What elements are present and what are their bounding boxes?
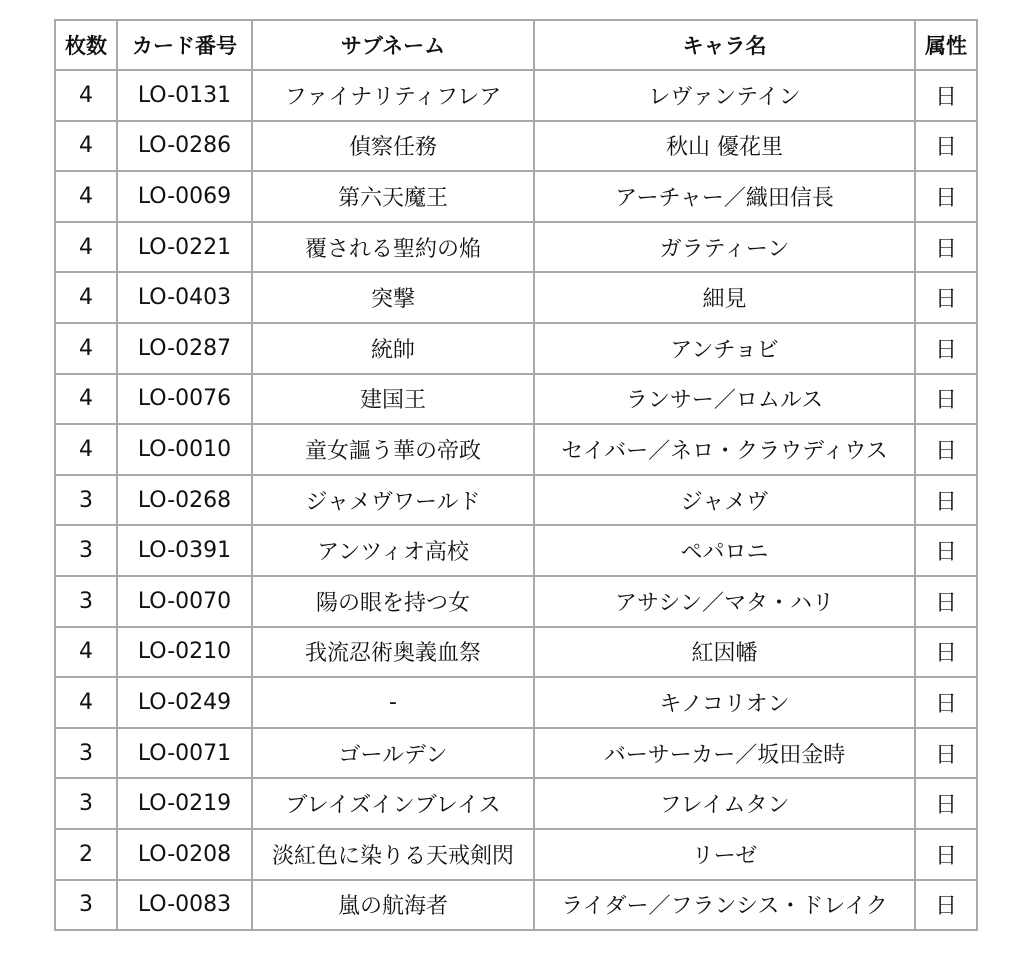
- card-list-table: [54, 19, 978, 931]
- character-name-cell: ガラティーン: [534, 222, 915, 273]
- subname-cell: 我流忍術奥義血祭: [252, 627, 534, 678]
- table-row: [55, 70, 977, 121]
- table-row: [55, 374, 977, 425]
- table-row: [55, 171, 977, 222]
- count-cell: 3: [55, 525, 117, 576]
- subname-cell: ジャメヴワールド: [252, 475, 534, 526]
- attribute-cell: 日: [915, 222, 977, 273]
- count-cell: 4: [55, 627, 117, 678]
- count-cell: 4: [55, 424, 117, 475]
- count-cell: 4: [55, 677, 117, 728]
- card-number-cell: LO-0070: [117, 576, 252, 627]
- table-row: [55, 728, 977, 779]
- count-cell: 3: [55, 475, 117, 526]
- count-cell: 2: [55, 829, 117, 880]
- table-row: [55, 778, 977, 829]
- count-cell: 3: [55, 576, 117, 627]
- character-name-cell: 秋山 優花里: [534, 121, 915, 172]
- character-name-cell: アンチョビ: [534, 323, 915, 374]
- attribute-cell: 日: [915, 525, 977, 576]
- table-row: [55, 677, 977, 728]
- table-row: [55, 272, 977, 323]
- table-row: [55, 222, 977, 273]
- table-row: [55, 475, 977, 526]
- attribute-cell: 日: [915, 576, 977, 627]
- count-cell: 4: [55, 171, 117, 222]
- character-name-cell: ランサー／ロムルス: [534, 374, 915, 425]
- header-card-number: カード番号: [117, 20, 252, 70]
- character-name-cell: リーゼ: [534, 829, 915, 880]
- attribute-cell: 日: [915, 778, 977, 829]
- character-name-cell: 細見: [534, 272, 915, 323]
- attribute-cell: 日: [915, 880, 977, 931]
- subname-cell: 建国王: [252, 374, 534, 425]
- subname-cell: ブレイズインブレイス: [252, 778, 534, 829]
- table-row: [55, 424, 977, 475]
- character-name-cell: 紅因幡: [534, 627, 915, 678]
- attribute-cell: 日: [915, 475, 977, 526]
- attribute-cell: 日: [915, 829, 977, 880]
- header-row: [55, 20, 977, 70]
- count-cell: 4: [55, 70, 117, 121]
- subname-cell: アンツィオ高校: [252, 525, 534, 576]
- character-name-cell: ペパロニ: [534, 525, 915, 576]
- character-name-cell: ジャメヴ: [534, 475, 915, 526]
- card-number-cell: LO-0071: [117, 728, 252, 779]
- subname-cell: 陽の眼を持つ女: [252, 576, 534, 627]
- header-subname: サブネーム: [252, 20, 534, 70]
- table-row: [55, 880, 977, 931]
- character-name-cell: フレイムタン: [534, 778, 915, 829]
- character-name-cell: アーチャー／織田信長: [534, 171, 915, 222]
- character-name-cell: レヴァンテイン: [534, 70, 915, 121]
- attribute-cell: 日: [915, 171, 977, 222]
- character-name-cell: アサシン／マタ・ハリ: [534, 576, 915, 627]
- count-cell: 3: [55, 728, 117, 779]
- subname-cell: 嵐の航海者: [252, 880, 534, 931]
- attribute-cell: 日: [915, 728, 977, 779]
- card-number-cell: LO-0208: [117, 829, 252, 880]
- subname-cell: 突撃: [252, 272, 534, 323]
- card-number-cell: LO-0391: [117, 525, 252, 576]
- attribute-cell: 日: [915, 70, 977, 121]
- card-number-cell: LO-0083: [117, 880, 252, 931]
- table-row: [55, 627, 977, 678]
- attribute-cell: 日: [915, 424, 977, 475]
- header-attribute: 属性: [915, 20, 977, 70]
- subname-cell: 第六天魔王: [252, 171, 534, 222]
- character-name-cell: ライダー／フランシス・ドレイク: [534, 880, 915, 931]
- attribute-cell: 日: [915, 272, 977, 323]
- card-number-cell: LO-0221: [117, 222, 252, 273]
- card-number-cell: LO-0219: [117, 778, 252, 829]
- count-cell: 3: [55, 778, 117, 829]
- card-number-cell: LO-0286: [117, 121, 252, 172]
- character-name-cell: バーサーカー／坂田金時: [534, 728, 915, 779]
- count-cell: 4: [55, 272, 117, 323]
- table-row: [55, 525, 977, 576]
- attribute-cell: 日: [915, 374, 977, 425]
- subname-cell: 偵察任務: [252, 121, 534, 172]
- card-number-cell: LO-0210: [117, 627, 252, 678]
- subname-cell: ゴールデン: [252, 728, 534, 779]
- attribute-cell: 日: [915, 677, 977, 728]
- header-count: 枚数: [55, 20, 117, 70]
- attribute-cell: 日: [915, 121, 977, 172]
- card-number-cell: LO-0403: [117, 272, 252, 323]
- card-number-cell: LO-0249: [117, 677, 252, 728]
- subname-cell: 童女謳う華の帝政: [252, 424, 534, 475]
- table-row: [55, 829, 977, 880]
- subname-cell: ファイナリティフレア: [252, 70, 534, 121]
- card-number-cell: LO-0268: [117, 475, 252, 526]
- attribute-cell: 日: [915, 627, 977, 678]
- card-number-cell: LO-0131: [117, 70, 252, 121]
- subname-cell: -: [252, 677, 534, 728]
- table-row: [55, 121, 977, 172]
- count-cell: 4: [55, 222, 117, 273]
- header-character-name: キャラ名: [534, 20, 915, 70]
- subname-cell: 統帥: [252, 323, 534, 374]
- card-number-cell: LO-0069: [117, 171, 252, 222]
- subname-cell: 淡紅色に染りる天戒剣閃: [252, 829, 534, 880]
- card-number-cell: LO-0287: [117, 323, 252, 374]
- character-name-cell: セイバー／ネロ・クラウディウス: [534, 424, 915, 475]
- character-name-cell: キノコリオン: [534, 677, 915, 728]
- count-cell: 3: [55, 880, 117, 931]
- count-cell: 4: [55, 121, 117, 172]
- table-row: [55, 323, 977, 374]
- card-number-cell: LO-0010: [117, 424, 252, 475]
- card-number-cell: LO-0076: [117, 374, 252, 425]
- table-row: [55, 576, 977, 627]
- attribute-cell: 日: [915, 323, 977, 374]
- subname-cell: 覆される聖約の焔: [252, 222, 534, 273]
- count-cell: 4: [55, 323, 117, 374]
- count-cell: 4: [55, 374, 117, 425]
